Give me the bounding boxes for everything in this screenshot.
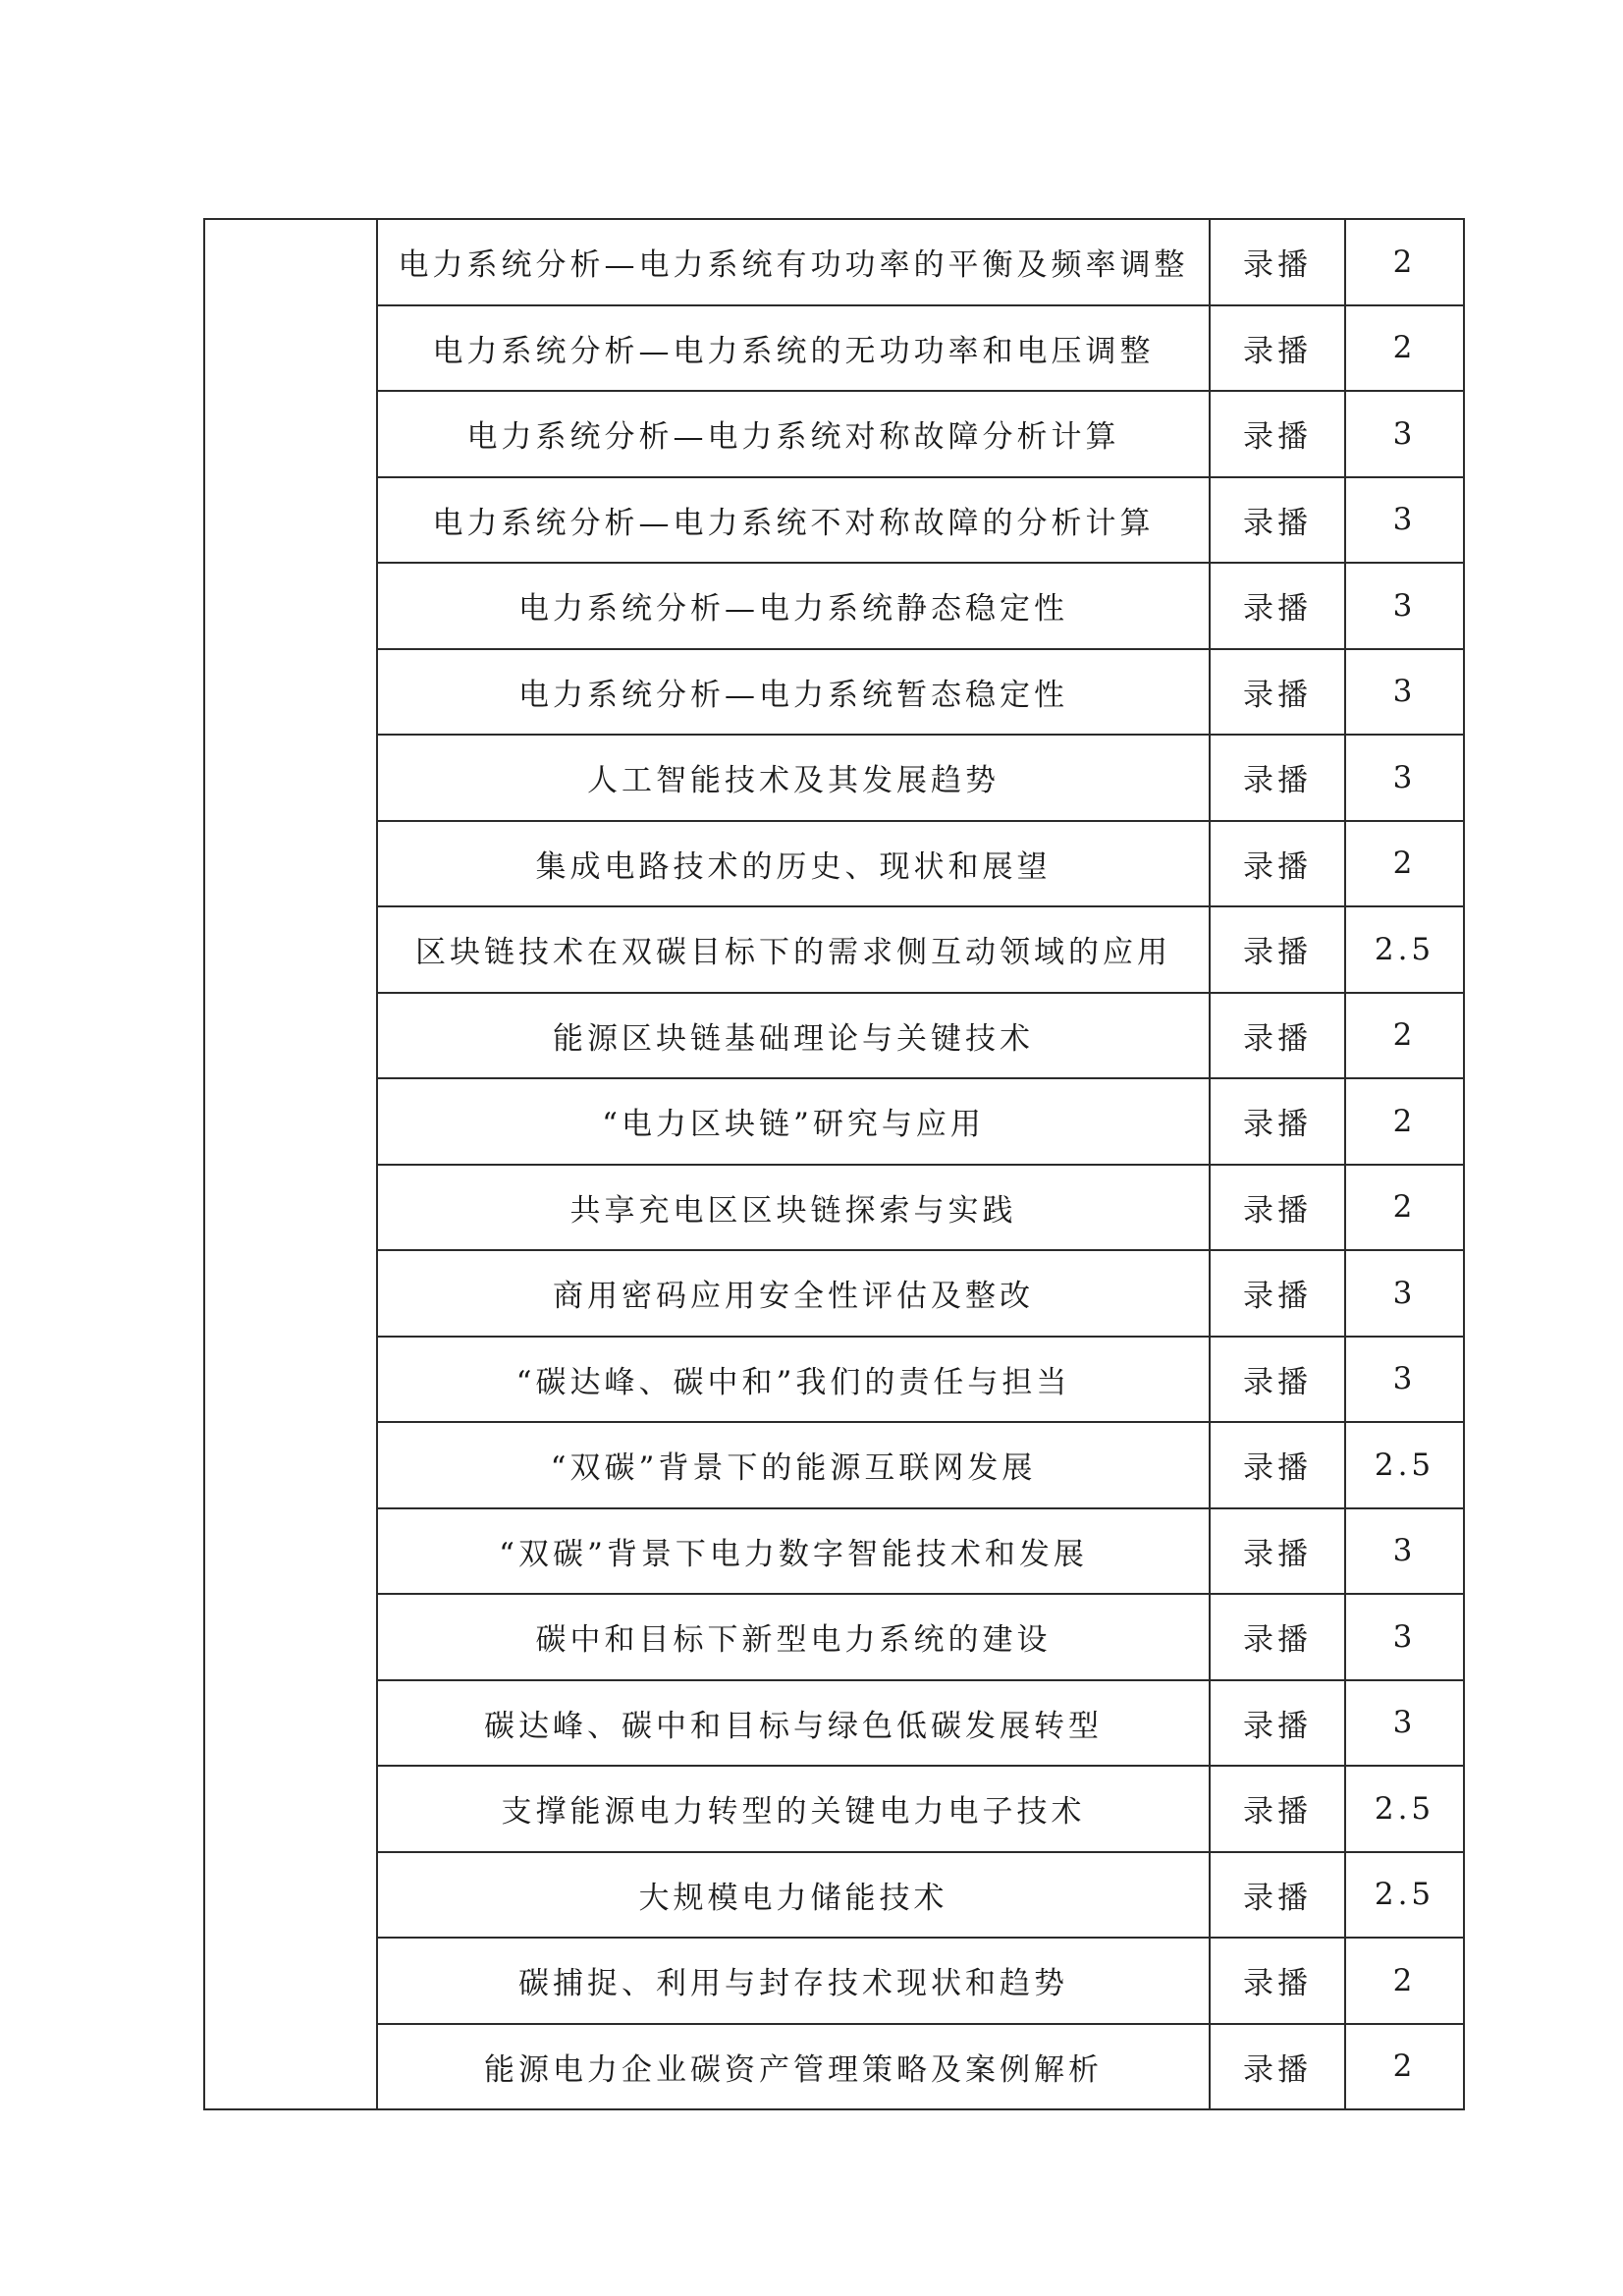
table-row — [204, 1078, 1464, 1165]
delivery-mode-cell: 录播 — [1210, 1766, 1345, 1852]
table-row — [204, 1250, 1464, 1337]
table-row — [204, 1337, 1464, 1423]
hours-cell: 2 — [1345, 1165, 1464, 1251]
course-table-body — [204, 219, 1464, 2109]
delivery-mode-cell: 录播 — [1210, 1594, 1345, 1680]
delivery-mode-cell: 录播 — [1210, 219, 1345, 305]
hours-cell: 2 — [1345, 305, 1464, 392]
table-row — [204, 305, 1464, 392]
course-name-cell: 电力系统分析—电力系统有功功率的平衡及频率调整 — [377, 219, 1210, 305]
delivery-mode-cell: 录播 — [1210, 821, 1345, 907]
delivery-mode-cell: 录播 — [1210, 1680, 1345, 1767]
course-name-cell: “电力区块链”研究与应用 — [377, 1078, 1210, 1165]
table-row — [204, 993, 1464, 1079]
hours-cell: 2 — [1345, 993, 1464, 1079]
table-row — [204, 1766, 1464, 1852]
delivery-mode-cell: 录播 — [1210, 563, 1345, 649]
delivery-mode-cell: 录播 — [1210, 1165, 1345, 1251]
hours-cell: 2 — [1345, 1078, 1464, 1165]
delivery-mode-cell: 录播 — [1210, 1508, 1345, 1595]
course-name-cell: “碳达峰、碳中和”我们的责任与担当 — [377, 1337, 1210, 1423]
table-row — [204, 1594, 1464, 1680]
hours-cell: 3 — [1345, 477, 1464, 564]
course-name-cell: 支撑能源电力转型的关键电力电子技术 — [377, 1766, 1210, 1852]
hours-cell: 3 — [1345, 735, 1464, 821]
hours-cell: 2.5 — [1345, 906, 1464, 993]
table-row — [204, 219, 1464, 305]
hours-cell: 3 — [1345, 1508, 1464, 1595]
course-name-cell: 能源电力企业碳资产管理策略及案例解析 — [377, 2024, 1210, 2110]
delivery-mode-cell: 录播 — [1210, 993, 1345, 1079]
delivery-mode-cell: 录播 — [1210, 906, 1345, 993]
course-table — [203, 218, 1465, 2110]
course-name-cell: 共享充电区区块链探索与实践 — [377, 1165, 1210, 1251]
hours-cell: 2 — [1345, 219, 1464, 305]
table-row — [204, 1508, 1464, 1595]
delivery-mode-cell: 录播 — [1210, 391, 1345, 477]
table-row — [204, 563, 1464, 649]
table-row — [204, 821, 1464, 907]
hours-cell: 2.5 — [1345, 1422, 1464, 1508]
course-name-cell: 能源区块链基础理论与关键技术 — [377, 993, 1210, 1079]
course-name-cell: 碳中和目标下新型电力系统的建设 — [377, 1594, 1210, 1680]
course-name-cell: 电力系统分析—电力系统对称故障分析计算 — [377, 391, 1210, 477]
delivery-mode-cell: 录播 — [1210, 735, 1345, 821]
delivery-mode-cell: 录播 — [1210, 477, 1345, 564]
table-row — [204, 1680, 1464, 1767]
table-row — [204, 735, 1464, 821]
table-row — [204, 649, 1464, 736]
hours-cell: 2.5 — [1345, 1766, 1464, 1852]
table-row — [204, 391, 1464, 477]
course-name-cell: 人工智能技术及其发展趋势 — [377, 735, 1210, 821]
hours-cell: 3 — [1345, 1250, 1464, 1337]
hours-cell: 2 — [1345, 821, 1464, 907]
hours-cell: 3 — [1345, 563, 1464, 649]
hours-cell: 2 — [1345, 2024, 1464, 2110]
hours-cell: 3 — [1345, 649, 1464, 736]
delivery-mode-cell: 录播 — [1210, 2024, 1345, 2110]
hours-cell: 3 — [1345, 1337, 1464, 1423]
table-row — [204, 1422, 1464, 1508]
hours-cell: 3 — [1345, 1594, 1464, 1680]
course-name-cell: 区块链技术在双碳目标下的需求侧互动领域的应用 — [377, 906, 1210, 993]
course-name-cell: 碳捕捉、利用与封存技术现状和趋势 — [377, 1938, 1210, 2024]
course-name-cell: 电力系统分析—电力系统暂态稳定性 — [377, 649, 1210, 736]
hours-cell: 2.5 — [1345, 1852, 1464, 1939]
course-name-cell: “双碳”背景下电力数字智能技术和发展 — [377, 1508, 1210, 1595]
table-row — [204, 1938, 1464, 2024]
course-name-cell: 电力系统分析—电力系统不对称故障的分析计算 — [377, 477, 1210, 564]
course-name-cell: “双碳”背景下的能源互联网发展 — [377, 1422, 1210, 1508]
delivery-mode-cell: 录播 — [1210, 649, 1345, 736]
course-name-cell: 碳达峰、碳中和目标与绿色低碳发展转型 — [377, 1680, 1210, 1767]
category-cell — [204, 219, 377, 2109]
delivery-mode-cell: 录播 — [1210, 305, 1345, 392]
table-row — [204, 477, 1464, 564]
delivery-mode-cell: 录播 — [1210, 1078, 1345, 1165]
course-name-cell: 集成电路技术的历史、现状和展望 — [377, 821, 1210, 907]
course-name-cell: 大规模电力储能技术 — [377, 1852, 1210, 1939]
hours-cell: 3 — [1345, 391, 1464, 477]
course-name-cell: 商用密码应用安全性评估及整改 — [377, 1250, 1210, 1337]
delivery-mode-cell: 录播 — [1210, 1250, 1345, 1337]
delivery-mode-cell: 录播 — [1210, 1852, 1345, 1939]
table-row — [204, 1852, 1464, 1939]
hours-cell: 3 — [1345, 1680, 1464, 1767]
table-row — [204, 2024, 1464, 2110]
course-name-cell: 电力系统分析—电力系统静态稳定性 — [377, 563, 1210, 649]
table-row — [204, 1165, 1464, 1251]
table-row — [204, 906, 1464, 993]
course-name-cell: 电力系统分析—电力系统的无功功率和电压调整 — [377, 305, 1210, 392]
delivery-mode-cell: 录播 — [1210, 1938, 1345, 2024]
hours-cell: 2 — [1345, 1938, 1464, 2024]
delivery-mode-cell: 录播 — [1210, 1337, 1345, 1423]
delivery-mode-cell: 录播 — [1210, 1422, 1345, 1508]
